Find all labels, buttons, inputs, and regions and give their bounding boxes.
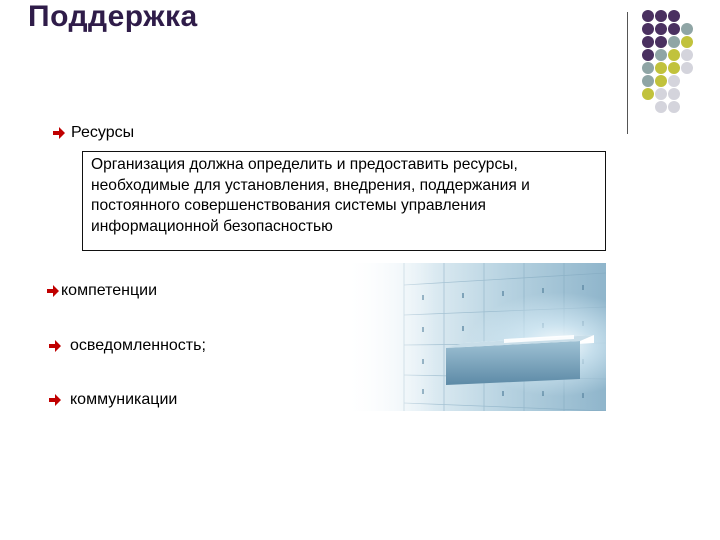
arrow-bullet-icon [48,393,62,407]
resources-info-text: Организация должна определить и предоставить ресурсы, необходимые для установления, внедрения, поддержания и постоянного совершенствования системы управления информационной безопасностью [91,156,530,235]
bullet-label-competence: компетенции [61,282,158,299]
bullet-resources [52,124,134,142]
bullet-communication [48,391,177,409]
bullet-awareness [48,337,206,355]
file-drawers-image [344,263,606,411]
resources-info-box [82,151,606,251]
arrow-bullet-icon [48,339,62,353]
page-title: Поддержка [28,0,198,33]
bullet-label-communication: коммуникации [70,391,178,408]
bullet-label-resources: Ресурсы [71,124,135,141]
bullet-label-awareness: осведомленность; [70,337,206,354]
arrow-bullet-icon [52,126,66,140]
divider-line [627,12,628,134]
arrow-bullet-icon [46,284,60,298]
bullet-competence [46,282,157,300]
